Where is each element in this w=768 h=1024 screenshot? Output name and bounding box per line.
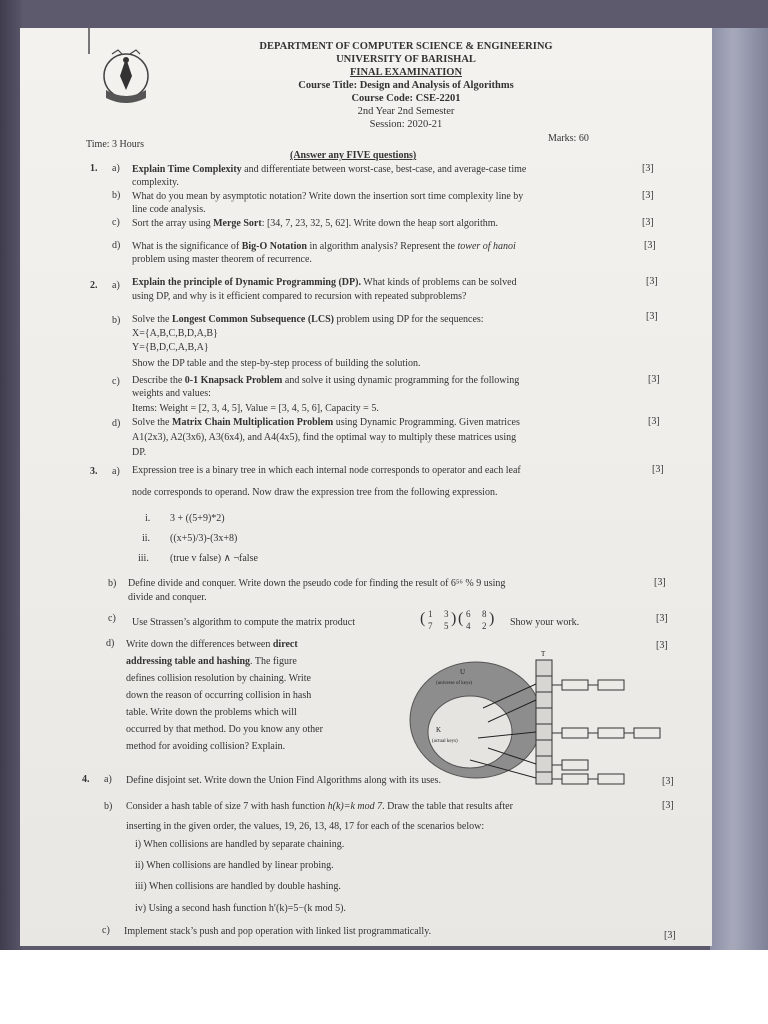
q1d-label: d) <box>112 240 121 251</box>
dept-name: DEPARTMENT OF COMPUTER SCIENCE & ENGINEERING <box>259 41 553 52</box>
q3d-line4: down the reason of occurring collision in hash <box>126 690 312 701</box>
q1d-mark: [3] <box>644 240 656 251</box>
q2b-y: Y={B,D,C,A,B,A} <box>132 342 209 353</box>
q3c-m1-a: 1 <box>428 609 433 619</box>
photo-left-edge <box>0 0 22 950</box>
exam-paper <box>20 28 712 946</box>
q3c-m1-c: 7 <box>428 621 433 631</box>
q1d-text <box>132 240 647 253</box>
bottom-blank-area <box>0 950 768 1024</box>
q3d-text <box>126 638 388 651</box>
photo-right-fabric <box>710 28 768 950</box>
q3a-expr-1: 3 + ((5+9)*2) <box>170 513 225 524</box>
q3a-expr-num-3: iii. <box>138 553 149 564</box>
q3b-label: b) <box>108 578 117 589</box>
q4b-item-2: ii) When collisions are handled by linear probing. <box>135 860 334 871</box>
q1b-mark: [3] <box>642 190 654 201</box>
q1-number: 1. <box>90 163 98 174</box>
q3d-line5: table. Write down the problems which will <box>126 707 297 718</box>
q1a-text <box>132 163 642 176</box>
q3c-m2-c: 4 <box>466 621 471 631</box>
q2a-mark: [3] <box>646 276 658 287</box>
q4c-label: c) <box>102 925 110 936</box>
q1c-mark: [3] <box>642 217 654 228</box>
marks-label: Marks: 60 <box>548 133 589 144</box>
q1d-rest: in algorithm analysis? Represent the <box>306 241 458 252</box>
q2-number: 2. <box>90 280 98 291</box>
fig-k-label: (actual keys) <box>432 739 458 744</box>
q3d-pre: Write down the differences between <box>126 639 273 650</box>
q2d-cont2: DP. <box>132 447 147 458</box>
exam-title-text: FINAL EXAMINATION <box>349 67 463 78</box>
q3c-mark: [3] <box>656 613 668 624</box>
q3d-line3: defines collision resolution by chaining. Write <box>126 673 311 684</box>
q4b-fn: h(k)=k mod 7 <box>327 801 383 812</box>
q3a-label: a) <box>112 466 120 477</box>
instruction: (Answer any FIVE questions) <box>290 150 417 161</box>
fig-k-letter: K <box>436 726 442 734</box>
q1a-cont: complexity. <box>132 177 179 188</box>
q2a-cont: using DP, and why is it efficient compared to recursion with repeated subproblems? <box>132 291 467 302</box>
q3c-m2-b: 8 <box>482 609 487 619</box>
q4a-mark: [3] <box>662 776 674 787</box>
session: Session: 2020-21 <box>369 119 443 130</box>
q3d-label: d) <box>106 638 115 649</box>
hash-table-slots <box>536 660 552 784</box>
q2c-text <box>132 374 647 387</box>
q2d-bold: Matrix Chain Multiplication Problem <box>172 417 334 428</box>
q3c-label: c) <box>108 613 116 624</box>
q2d-text <box>132 416 647 429</box>
q2c-rest: and solve it using dynamic programming for the following <box>282 375 520 386</box>
q4b-pre: Consider a hash table of size 7 with hash function <box>126 801 328 812</box>
q2d-cont: A1(2x3), A2(3x6), A3(6x4), and A4(4x5), find the optimal way to multiply these matrices using <box>132 432 517 443</box>
q2d-mark: [3] <box>648 416 660 427</box>
semester: 2nd Year 2nd Semester <box>357 106 455 117</box>
q1a-label: a) <box>112 163 120 174</box>
q1c-pre: Sort the array using <box>132 218 214 229</box>
fig-u-letter: U <box>460 668 466 676</box>
q3a-expr-3: (true v false) ∧ ¬false <box>170 553 258 564</box>
q3d-line7: method for avoiding collision? Explain. <box>126 741 286 752</box>
q1d-italic: tower of hanoi <box>457 241 516 252</box>
q2c-bold: 0-1 Knapsack Problem <box>184 375 283 386</box>
q1b-label: b) <box>112 190 121 201</box>
exam-title <box>60 66 712 79</box>
q3c-m2-lparen: ( <box>458 610 464 627</box>
q1c-rest: : [34, 7, 23, 32, 5, 62]. Write down the heap sort algorithm. <box>261 218 499 229</box>
q3a-mark: [3] <box>652 464 664 475</box>
hash-chaining-figure <box>408 648 668 788</box>
q4b-item-3: iii) When collisions are handled by double hashing. <box>135 881 341 892</box>
time-label: Time: 3 Hours <box>86 139 144 150</box>
q2a-text <box>132 276 647 289</box>
q3c-m1-d: 5 <box>444 621 449 631</box>
q2b-show: Show the DP table and the step-by-step process of building the solution. <box>132 358 421 369</box>
q1c-bold: Merge Sort <box>213 218 262 229</box>
q2c-label: c) <box>112 376 120 387</box>
q3c-m2-d: 2 <box>482 621 487 631</box>
q1b-text: What do you mean by asymptotic notation? Write down the insertion sort time complexity line by <box>132 191 524 202</box>
q3a-expr-num-1: i. <box>145 513 151 524</box>
q3c-m1-b: 3 <box>444 609 449 619</box>
q1a-rest: and differentiate between worst-case, best-case, and average-case time <box>241 164 527 175</box>
q3d-rest: . The figure <box>250 656 297 667</box>
q2c-items: Items: Weight = [2, 3, 4, 5], Value = [3, 4, 5, 6], Capacity = 5. <box>132 403 379 414</box>
q1d-bold: Big-O Notation <box>241 241 307 252</box>
q2a-rest: What kinds of problems can be solved <box>360 277 517 288</box>
fig-u-label: (universe of keys) <box>436 681 473 686</box>
q1d-cont: problem using master theorem of recurrence. <box>132 254 312 265</box>
fig-t-letter: T <box>541 650 546 658</box>
university-name: UNIVERSITY OF BARISHAL <box>336 54 476 65</box>
q3c-m2-rparen: ) <box>489 610 495 627</box>
q3c-m2-a: 6 <box>466 609 471 619</box>
q4-number: 4. <box>82 774 90 785</box>
q3d-line6: occurred by that method. Do you know any other <box>126 724 323 735</box>
q4b-cont: inserting in the given order, the values, 19, 26, 13, 48, 17 for each of the scenarios below: <box>126 821 485 832</box>
q2c-pre: Describe the <box>132 375 185 386</box>
q2c-mark: [3] <box>648 374 660 385</box>
q2a-label: a) <box>112 280 120 291</box>
q3b-cont: divide and conquer. <box>128 592 207 603</box>
q4b-rest: . Draw the table that results after <box>382 801 513 812</box>
q4b-text <box>126 800 662 813</box>
q4a-text: Define disjoint set. Write down the Union Find Algorithms along with its uses. <box>126 775 441 786</box>
q2b-rest: problem using DP for the sequences: <box>333 314 484 325</box>
course-code: Course Code: CSE-2201 <box>351 93 461 104</box>
q1a-mark: [3] <box>642 163 654 174</box>
q3a-cont: node corresponds to operand. Now draw the expression tree from the following expression. <box>132 487 498 498</box>
course-title: Course Title: Design and Analysis of Algorithms <box>298 80 514 91</box>
q2d-pre: Solve the <box>132 417 172 428</box>
q2b-label: b) <box>112 315 121 326</box>
q3d-mark: [3] <box>656 640 668 651</box>
q2b-mark: [3] <box>646 311 658 322</box>
q3c-m1-rparen: ) <box>451 610 457 627</box>
q3a-text: Expression tree is a binary tree in which each internal node corresponds to operator and each leaf <box>132 465 521 476</box>
q4b-label: b) <box>104 801 113 812</box>
q3b-mark: [3] <box>654 577 666 588</box>
q2b-pre: Solve the <box>132 314 172 325</box>
q2b-bold: Longest Common Subsequence (LCS) <box>172 314 334 325</box>
q3d-bold1: direct <box>272 639 298 650</box>
q4b-mark: [3] <box>662 800 674 811</box>
q1b-cont: line code analysis. <box>132 204 206 215</box>
q3a-expr-2: ((x+5)/3)-(3x+8) <box>170 533 238 544</box>
q3-number: 3. <box>90 466 98 477</box>
q2d-label: d) <box>112 418 121 429</box>
q3a-expr-num-2: ii. <box>142 533 151 544</box>
q2d-rest: using Dynamic Programming. Given matrices <box>333 417 520 428</box>
q2a-bold: Explain the principle of Dynamic Programming (DP). <box>132 277 361 288</box>
q4a-label: a) <box>104 774 112 785</box>
q4b-item-1: i) When collisions are handled by separate chaining. <box>135 839 345 850</box>
q2b-text <box>132 313 647 326</box>
q1d-pre: What is the significance of <box>132 241 242 252</box>
q4c-mark: [3] <box>664 930 676 941</box>
q1c-label: c) <box>112 217 120 228</box>
q1c-text <box>132 217 642 230</box>
q3c-matrices <box>420 608 510 636</box>
q3c-text: Use Strassen’s algorithm to compute the matrix product <box>132 617 356 628</box>
q3c-rest: Show your work. <box>510 617 580 628</box>
q2c-cont: weights and values: <box>132 388 211 399</box>
q2b-x: X={A,B,C,B,D,A,B} <box>132 328 218 339</box>
q3d-bold2: addressing table and hashing <box>126 656 251 667</box>
q3d-line2 <box>126 655 396 668</box>
q4b-item-4: iv) Using a second hash function h′(k)=5−(k mod 5). <box>135 903 346 914</box>
q3b-text: Define divide and conquer. Write down the pseudo code for finding the result of 6⁵⁶ % 9 using <box>128 578 506 589</box>
q3c-m1-lparen: ( <box>420 610 426 627</box>
q4c-text: Implement stack’s push and pop operation with linked list programmatically. <box>124 926 432 937</box>
q1a-bold: Explain Time Complexity <box>132 164 242 175</box>
